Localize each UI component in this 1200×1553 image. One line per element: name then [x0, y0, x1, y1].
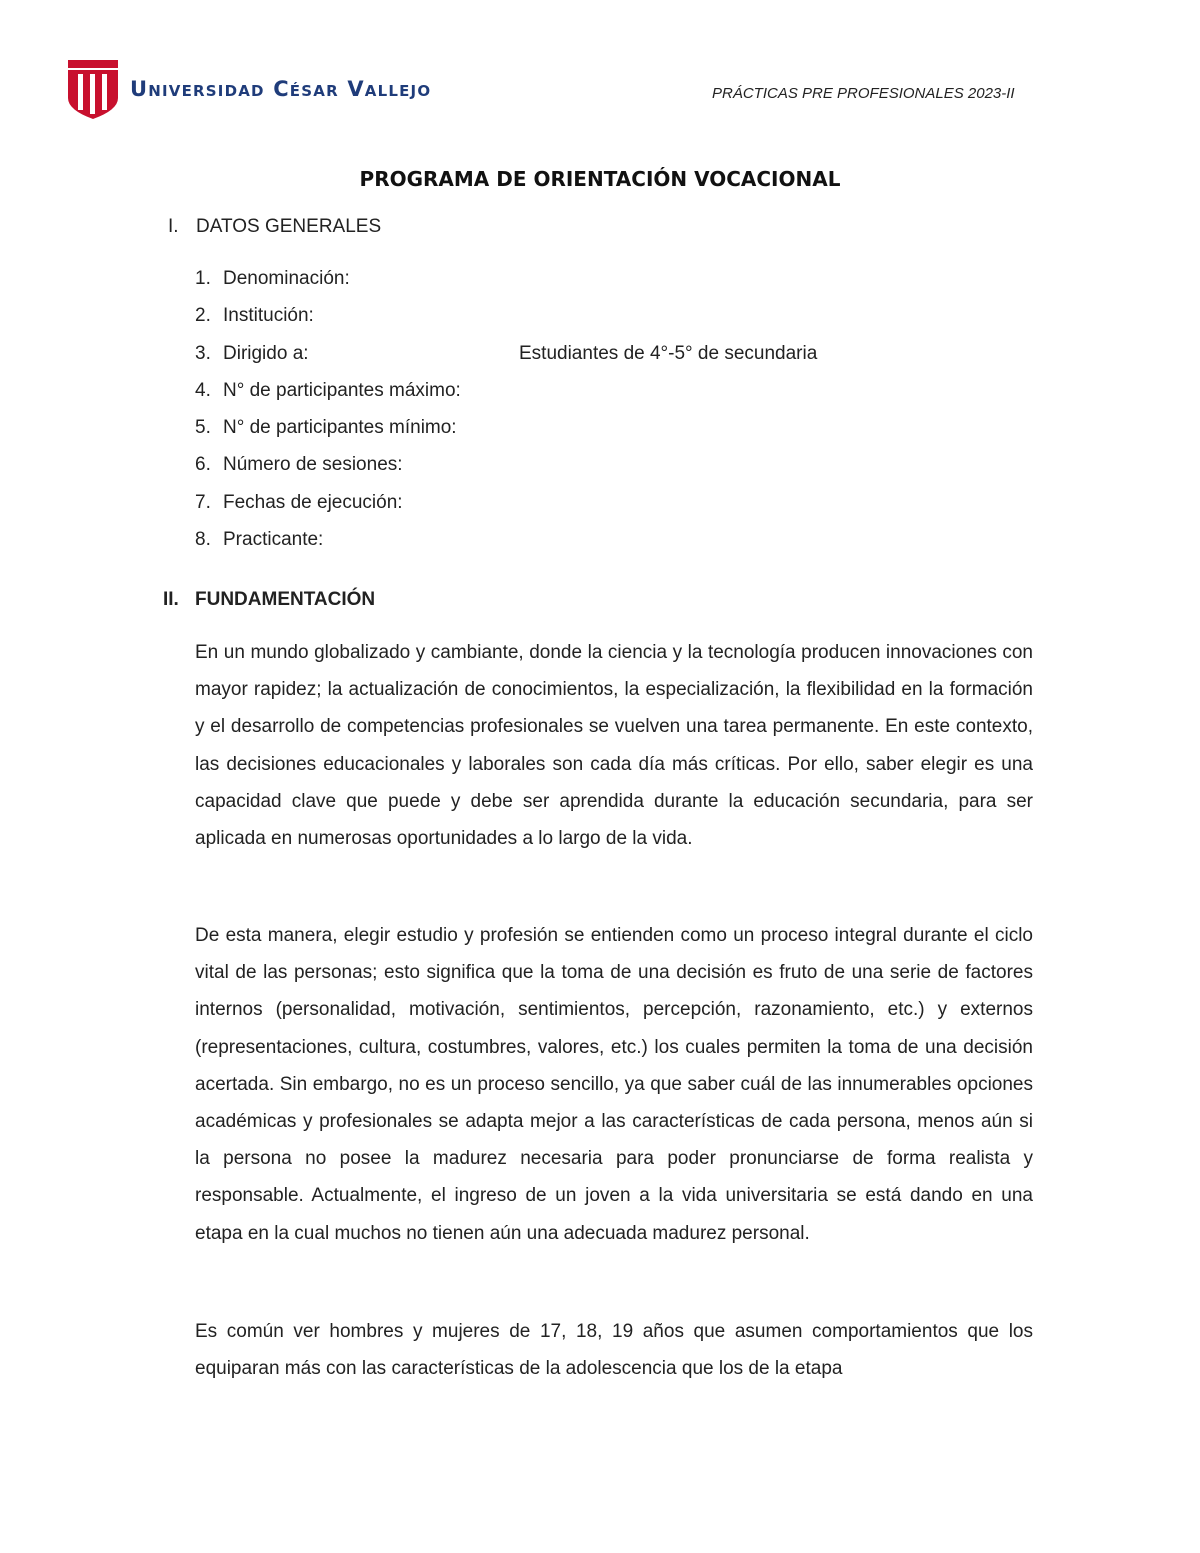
item-label: N° de participantes mínimo:	[223, 417, 457, 439]
item-number: 4.	[195, 379, 211, 401]
item-value: Estudiantes de 4°-5° de secundaria	[519, 342, 818, 364]
paragraph: De esta manera, elegir estudio y profesión se entienden como un proceso integral durante el ciclo vital de las personas; esto significa que la toma de una decisión es fruto de una serie de factores internos (personalidad, motivación, sentimientos, percepción, razonamiento, etc.) y externos (representaciones, cultura, costumbres, valores, etc.) los cuales permiten la toma de una decisión acertada. Sin embargo, no es un proceso sencillo, ya que saber cuál de las innumerables opciones académicas y profesionales se adapta mejor a las características de cada persona, menos aún si la persona no posee la madurez necesaria para poder pronunciarse de forma realista y responsable. Actualmente, el ingreso de un joven a la vida universitaria se está dando en una etapa en la cual muchos no tienen aún una adecuada madurez personal.	[195, 925, 1033, 1244]
paragraph: En un mundo globalizado y cambiante, donde la ciencia y la tecnología producen innovaciones con mayor rapidez; la actualización de conocimientos, la especialización, la flexibilidad en la formación y el desarrollo de competencias profesionales se vuelven una tarea permanente. En este contexto, las decisiones educacionales y laborales son cada día más críticas. Por ello, saber elegir es una capacidad clave que puede y debe ser aprendida durante la educación secundaria, para ser aplicada en numerosas oportunidades a lo largo de la vida.	[195, 642, 1033, 850]
section-title: FUNDAMENTACIÓN	[195, 589, 376, 610]
university-shield-icon	[66, 58, 120, 120]
item-label: Dirigido a:	[223, 342, 309, 364]
university-logo	[66, 58, 431, 120]
header-practicas-label: PRÁCTICAS PRE PROFESIONALES 2023-II	[712, 85, 1015, 102]
item-number: 6.	[195, 454, 211, 476]
item-label: N° de participantes máximo:	[223, 379, 461, 401]
item-number: 2.	[195, 305, 211, 327]
item-number: 7.	[195, 491, 211, 513]
section-number: I.	[168, 216, 179, 237]
document-title: PROGRAMA DE ORIENTACIÓN VOCACIONAL	[359, 167, 841, 191]
item-number: 1.	[195, 268, 211, 289]
paragraph: Es común ver hombres y mujeres de 17, 18, 19 años que asumen comportamientos que los equiparan más con las características de la adolescencia que los de la etapa	[195, 1321, 1033, 1380]
item-label: Institución:	[223, 305, 314, 327]
item-number: 3.	[195, 342, 211, 364]
item-number: 8.	[195, 529, 211, 551]
item-label: Denominación:	[223, 268, 350, 289]
section-number: II.	[163, 589, 179, 610]
item-label: Fechas de ejecución:	[223, 491, 403, 513]
section-title: DATOS GENERALES	[196, 216, 382, 237]
item-number: 5.	[195, 417, 211, 439]
item-label: Practicante:	[223, 529, 324, 551]
university-name: Universidad César Vallejo	[130, 77, 432, 101]
item-label: Número de sesiones:	[223, 454, 403, 476]
